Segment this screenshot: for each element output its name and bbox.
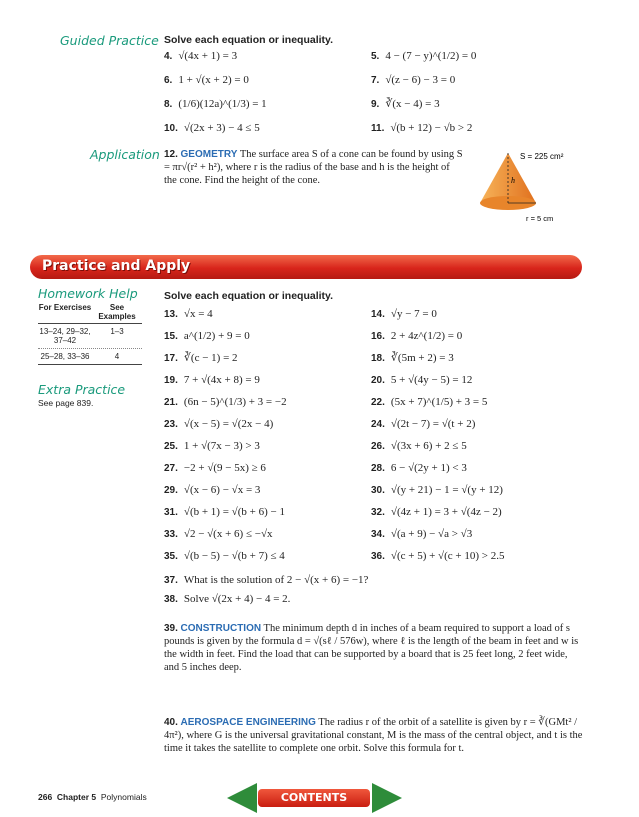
exercise-tag: GEOMETRY	[180, 149, 238, 160]
col-for-exercises: For Exercises	[38, 303, 92, 312]
exercise-number: 14.	[371, 309, 385, 320]
exercise-number: 28.	[371, 463, 385, 474]
exercise-text: Solve √(2x + 4) − 4 = 2.	[183, 593, 291, 605]
exercise-number: 6.	[164, 75, 173, 86]
homework-help-table	[38, 303, 142, 365]
exercise-item	[371, 417, 475, 432]
practice-instruction: Solve each equation or inequality.	[164, 290, 334, 302]
exercise-39	[164, 622, 584, 674]
exercise-number: 19.	[164, 375, 178, 386]
exercise-text: √(4x + 1) = 3	[178, 50, 238, 62]
exercise-text: (6n − 5)^(1/3) + 3 = −2	[183, 396, 287, 408]
exercise-item	[371, 373, 472, 388]
previous-page-arrow-icon[interactable]	[227, 783, 257, 813]
cone-h-label: h	[511, 176, 515, 185]
row-exercises: 13–24, 29–32, 37–42	[39, 327, 91, 345]
exercise-item	[164, 307, 213, 322]
guided-practice-label: Guided Practice	[60, 33, 159, 48]
exercise-text: √(3x + 6) + 2 ≤ 5	[390, 440, 467, 452]
exercise-number: 39.	[164, 623, 178, 634]
exercise-text: 2 + 4z^(1/2) = 0	[390, 330, 463, 342]
table-row	[38, 324, 142, 349]
exercise-number: 9.	[371, 99, 380, 110]
exercise-text: √(2t − 7) = √(t + 2)	[390, 418, 476, 430]
exercise-number: 5.	[371, 51, 380, 62]
exercise-number: 4.	[164, 51, 173, 62]
exercise-item	[371, 527, 472, 542]
application-label: Application	[90, 147, 160, 162]
exercise-text: The minimum depth d in inches of a beam required to support a load of s pounds is given by the formula d = √(sℓ / 576w), where ℓ is the length of the beam in feet and w is the width in feet. Find the load that can be supported by a board that is 25 feet long, 2 feet wide, and 5 inches deep.	[164, 623, 579, 673]
exercise-item	[371, 351, 454, 366]
exercise-text: √(c + 5) + √(c + 10) > 2.5	[390, 550, 505, 562]
exercise-item	[371, 395, 487, 410]
exercise-text: √(b − 5) − √(b + 7) ≤ 4	[183, 550, 285, 562]
exercise-number: 35.	[164, 551, 178, 562]
exercise-number: 31.	[164, 507, 178, 518]
exercise-tag: CONSTRUCTION	[180, 623, 262, 634]
exercise-number: 8.	[164, 99, 173, 110]
chapter-topic: Polynomials	[100, 792, 147, 802]
exercise-item	[371, 329, 462, 344]
exercise-text: ∛(c − 1) = 2	[183, 352, 238, 364]
exercise-text: √(4z + 1) = 3 + √(4z − 2)	[390, 506, 502, 518]
exercise-item	[371, 307, 437, 322]
col-see-examples: See Examples	[98, 303, 136, 321]
exercise-number: 30.	[371, 485, 385, 496]
exercise-item	[164, 73, 249, 88]
exercise-text: √(b + 1) = √(b + 6) − 1	[183, 506, 285, 518]
exercise-item	[164, 505, 285, 520]
exercise-number: 23.	[164, 419, 178, 430]
cone-s-label: S = 225 cm²	[520, 152, 564, 161]
exercise-tag: AEROSPACE ENGINEERING	[180, 717, 316, 728]
exercise-number: 17.	[164, 353, 178, 364]
table-row	[38, 349, 142, 365]
exercise-number: 24.	[371, 419, 385, 430]
exercise-item	[164, 351, 238, 366]
row-examples: 4	[114, 352, 120, 361]
exercise-12	[164, 148, 464, 187]
exercise-text: What is the solution of 2 − √(x + 6) = −1?	[183, 574, 369, 586]
exercise-text: ∛(5m + 2) = 3	[390, 352, 454, 364]
exercise-text: −2 + √(9 − 5x) ≥ 6	[183, 462, 266, 474]
exercise-text: 1 + √(7x − 3) > 3	[183, 440, 260, 452]
exercise-item	[371, 439, 467, 454]
exercise-text: √(b + 12) − √b > 2	[390, 122, 473, 134]
exercise-item	[164, 439, 260, 454]
exercise-text: 5 + √(4y − 5) = 12	[390, 374, 473, 386]
exercise-item	[164, 121, 260, 136]
exercise-number: 10.	[164, 123, 178, 134]
exercise-item	[371, 483, 503, 498]
exercise-item	[164, 373, 260, 388]
exercise-number: 12.	[164, 149, 178, 160]
extra-practice-title: Extra Practice	[38, 382, 126, 397]
exercise-number: 11.	[371, 123, 385, 134]
exercise-item	[164, 483, 260, 498]
exercise-number: 36.	[371, 551, 385, 562]
exercise-text: 1 + √(x + 2) = 0	[178, 74, 249, 86]
exercise-text: ∛(x − 4) = 3	[385, 98, 440, 110]
exercise-item	[371, 461, 467, 476]
exercise-text: √(y + 21) − 1 = √(y + 12)	[390, 484, 503, 496]
exercise-number: 40.	[164, 717, 178, 728]
practice-apply-banner	[30, 255, 582, 279]
exercise-text: a^(1/2) + 9 = 0	[183, 330, 250, 342]
exercise-item	[371, 121, 472, 136]
exercise-item	[164, 461, 266, 476]
exercise-number: 22.	[371, 397, 385, 408]
banner-title: Practice and Apply	[42, 258, 191, 274]
exercise-number: 16.	[371, 331, 385, 342]
row-examples: 1–3	[110, 327, 124, 336]
exercise-number: 18.	[371, 353, 385, 364]
exercise-37	[164, 573, 368, 588]
guided-instruction: Solve each equation or inequality.	[164, 34, 334, 46]
page-footer	[38, 792, 147, 802]
exercise-item	[164, 49, 237, 64]
exercise-text: √2 − √(x + 6) ≤ −√x	[183, 528, 273, 540]
cone-figure	[468, 145, 580, 225]
exercise-item	[371, 49, 476, 64]
exercise-item	[371, 97, 440, 112]
exercise-text: The radius r of the orbit of a satellite is given by r = ∛(GMt² / 4π²), where G is the universal gravitational constant, M is the mass of the central object, and t is the time it takes the satellite to complete one orbit. Solve this formula for t.	[164, 717, 583, 754]
exercise-text: √(x − 5) = √(2x − 4)	[183, 418, 274, 430]
exercise-text: √(2x + 3) − 4 ≤ 5	[183, 122, 260, 134]
exercise-number: 21.	[164, 397, 178, 408]
exercise-text: 4 − (7 − y)^(1/2) = 0	[385, 50, 477, 62]
exercise-text: 7 + √(4x + 8) = 9	[183, 374, 260, 386]
exercise-number: 25.	[164, 441, 178, 452]
cone-r-label: r = 5 cm	[526, 214, 554, 223]
exercise-number: 37.	[164, 575, 178, 586]
exercise-number: 27.	[164, 463, 178, 474]
homework-help-title: Homework Help	[38, 286, 138, 301]
contents-button[interactable]: CONTENTS	[258, 789, 370, 807]
row-exercises: 25–28, 33–36	[40, 352, 90, 361]
next-page-arrow-icon[interactable]	[372, 783, 402, 813]
exercise-text: √(a + 9) − √a > √3	[390, 528, 473, 540]
exercise-item	[164, 527, 273, 542]
chapter-label: Chapter 5	[56, 792, 97, 802]
exercise-number: 20.	[371, 375, 385, 386]
exercise-text: √x = 4	[183, 308, 213, 320]
exercise-item	[164, 97, 267, 112]
exercise-number: 7.	[371, 75, 380, 86]
exercise-item	[371, 73, 455, 88]
exercise-item	[164, 549, 285, 564]
exercise-text: 6 − √(2y + 1) < 3	[390, 462, 467, 474]
exercise-item	[164, 417, 273, 432]
exercise-40	[164, 716, 584, 755]
extra-practice-link[interactable]: See page 839.	[38, 398, 94, 408]
exercise-number: 26.	[371, 441, 385, 452]
exercise-item	[371, 505, 502, 520]
exercise-text: √(z − 6) − 3 = 0	[385, 74, 456, 86]
exercise-number: 33.	[164, 529, 178, 540]
exercise-number: 13.	[164, 309, 178, 320]
exercise-number: 32.	[371, 507, 385, 518]
exercise-number: 34.	[371, 529, 385, 540]
page-number: 266	[38, 792, 53, 802]
exercise-text: (1/6)(12a)^(1/3) = 1	[178, 98, 267, 110]
exercise-number: 15.	[164, 331, 178, 342]
exercise-text: The surface area S of a cone can be found by using S = πr√(r² + h²), where r is the radius of the base and h is the height of the cone. Find the height of the cone.	[164, 149, 463, 186]
exercise-item	[164, 395, 287, 410]
exercise-item	[164, 329, 250, 344]
exercise-number: 29.	[164, 485, 178, 496]
exercise-text: √(x − 6) − √x = 3	[183, 484, 261, 496]
exercise-item	[371, 549, 504, 564]
exercise-text: (5x + 7)^(1/5) + 3 = 5	[390, 396, 488, 408]
exercise-number: 38.	[164, 594, 178, 605]
exercise-text: √y − 7 = 0	[390, 308, 437, 320]
exercise-38	[164, 592, 290, 607]
